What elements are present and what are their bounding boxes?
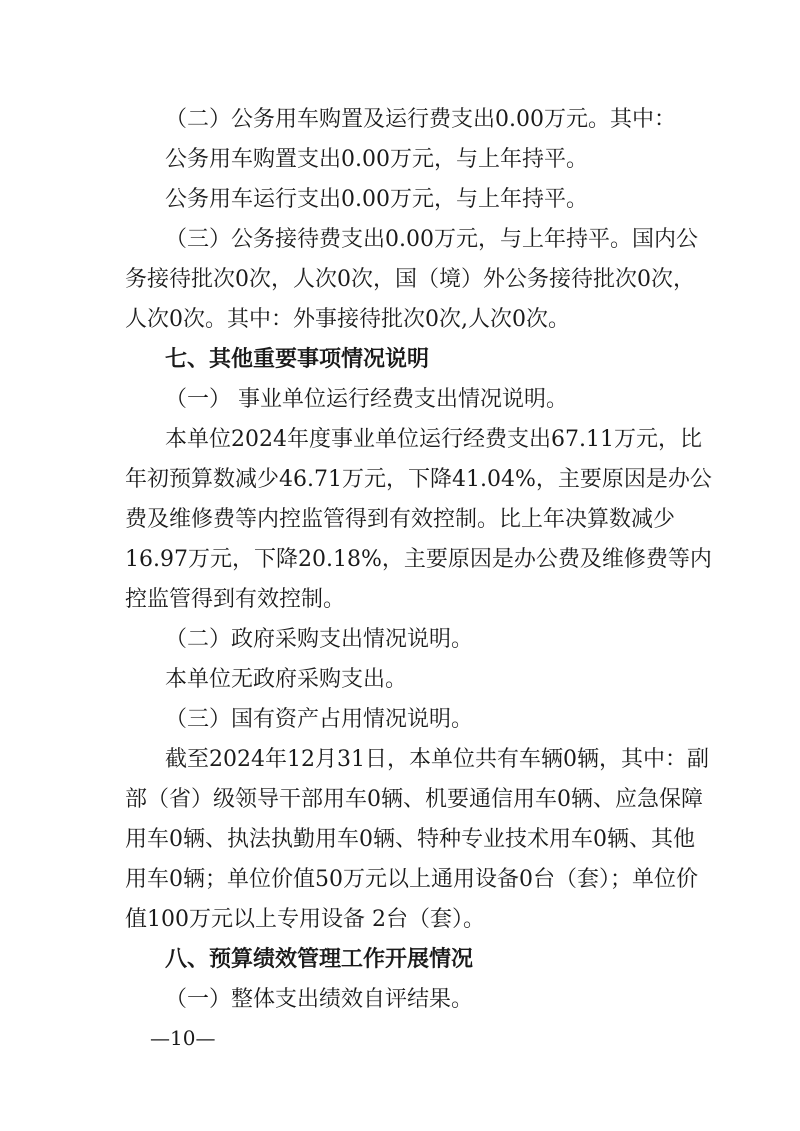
paragraph-vehicle-purchase: 公务用车购置支出0.00万元，与上年持平。 (165, 147, 588, 172)
paragraph-operating-expense-cont: 年初预算数减少46.71万元，下降41.04%，主要原因是办公 (125, 467, 712, 492)
paragraph-state-assets-cont: 用车0辆、执法执勤用车0辆、特种专业技术用车0辆、其他 (125, 827, 695, 852)
paragraph-reception-expense-cont: 务接待批次0次，人次0次，国（境）外公务接待批次0次， (125, 267, 695, 292)
page-number: —10— (150, 1026, 216, 1050)
paragraph-operating-expense-cont: 费及维修费等内控监管得到有效控制。比上年决算数减少 (125, 507, 676, 532)
subheading-overall-performance: （一）整体支出绩效自评结果。 (165, 987, 474, 1012)
paragraph-operating-expense-cont: 控监管得到有效控制。 (125, 587, 346, 612)
paragraph-state-assets: 截至2024年12月31日，本单位共有车辆0辆，其中：副 (165, 747, 709, 772)
subheading-state-assets: （三）国有资产占用情况说明。 (165, 707, 474, 732)
paragraph-state-assets-cont: 部（省）级领导干部用车0辆、机要通信用车0辆、应急保障 (125, 787, 703, 812)
paragraph-reception-expense-cont: 人次0次。其中：外事接待批次0次,人次0次。 (125, 307, 570, 332)
section-heading-other-matters: 七、其他重要事项情况说明 (165, 347, 430, 372)
paragraph-procurement: 本单位无政府采购支出。 (165, 667, 408, 692)
paragraph-vehicle-expense: （二）公务用车购置及运行费支出0.00万元。其中： (165, 107, 676, 132)
paragraph-state-assets-cont: 用车0辆；单位价值50万元以上通用设备0台（套）；单位价 (125, 867, 698, 892)
subheading-operating-expense: （一） 事业单位运行经费支出情况说明。 (165, 387, 568, 412)
paragraph-state-assets-cont: 值100万元以上专用设备 2台（套）。 (125, 907, 485, 932)
subheading-procurement: （二）政府采购支出情况说明。 (165, 627, 474, 652)
paragraph-operating-expense: 本单位2024年度事业单位运行经费支出67.11万元，比 (165, 427, 702, 452)
paragraph-operating-expense-cont: 16.97万元，下降20.18%，主要原因是办公费及维修费等内 (125, 547, 712, 572)
section-heading-performance: 八、预算绩效管理工作开展情况 (165, 947, 474, 972)
paragraph-vehicle-operation: 公务用车运行支出0.00万元，与上年持平。 (165, 187, 588, 212)
paragraph-reception-expense: （三）公务接待费支出0.00万元，与上年持平。国内公 (165, 227, 698, 252)
